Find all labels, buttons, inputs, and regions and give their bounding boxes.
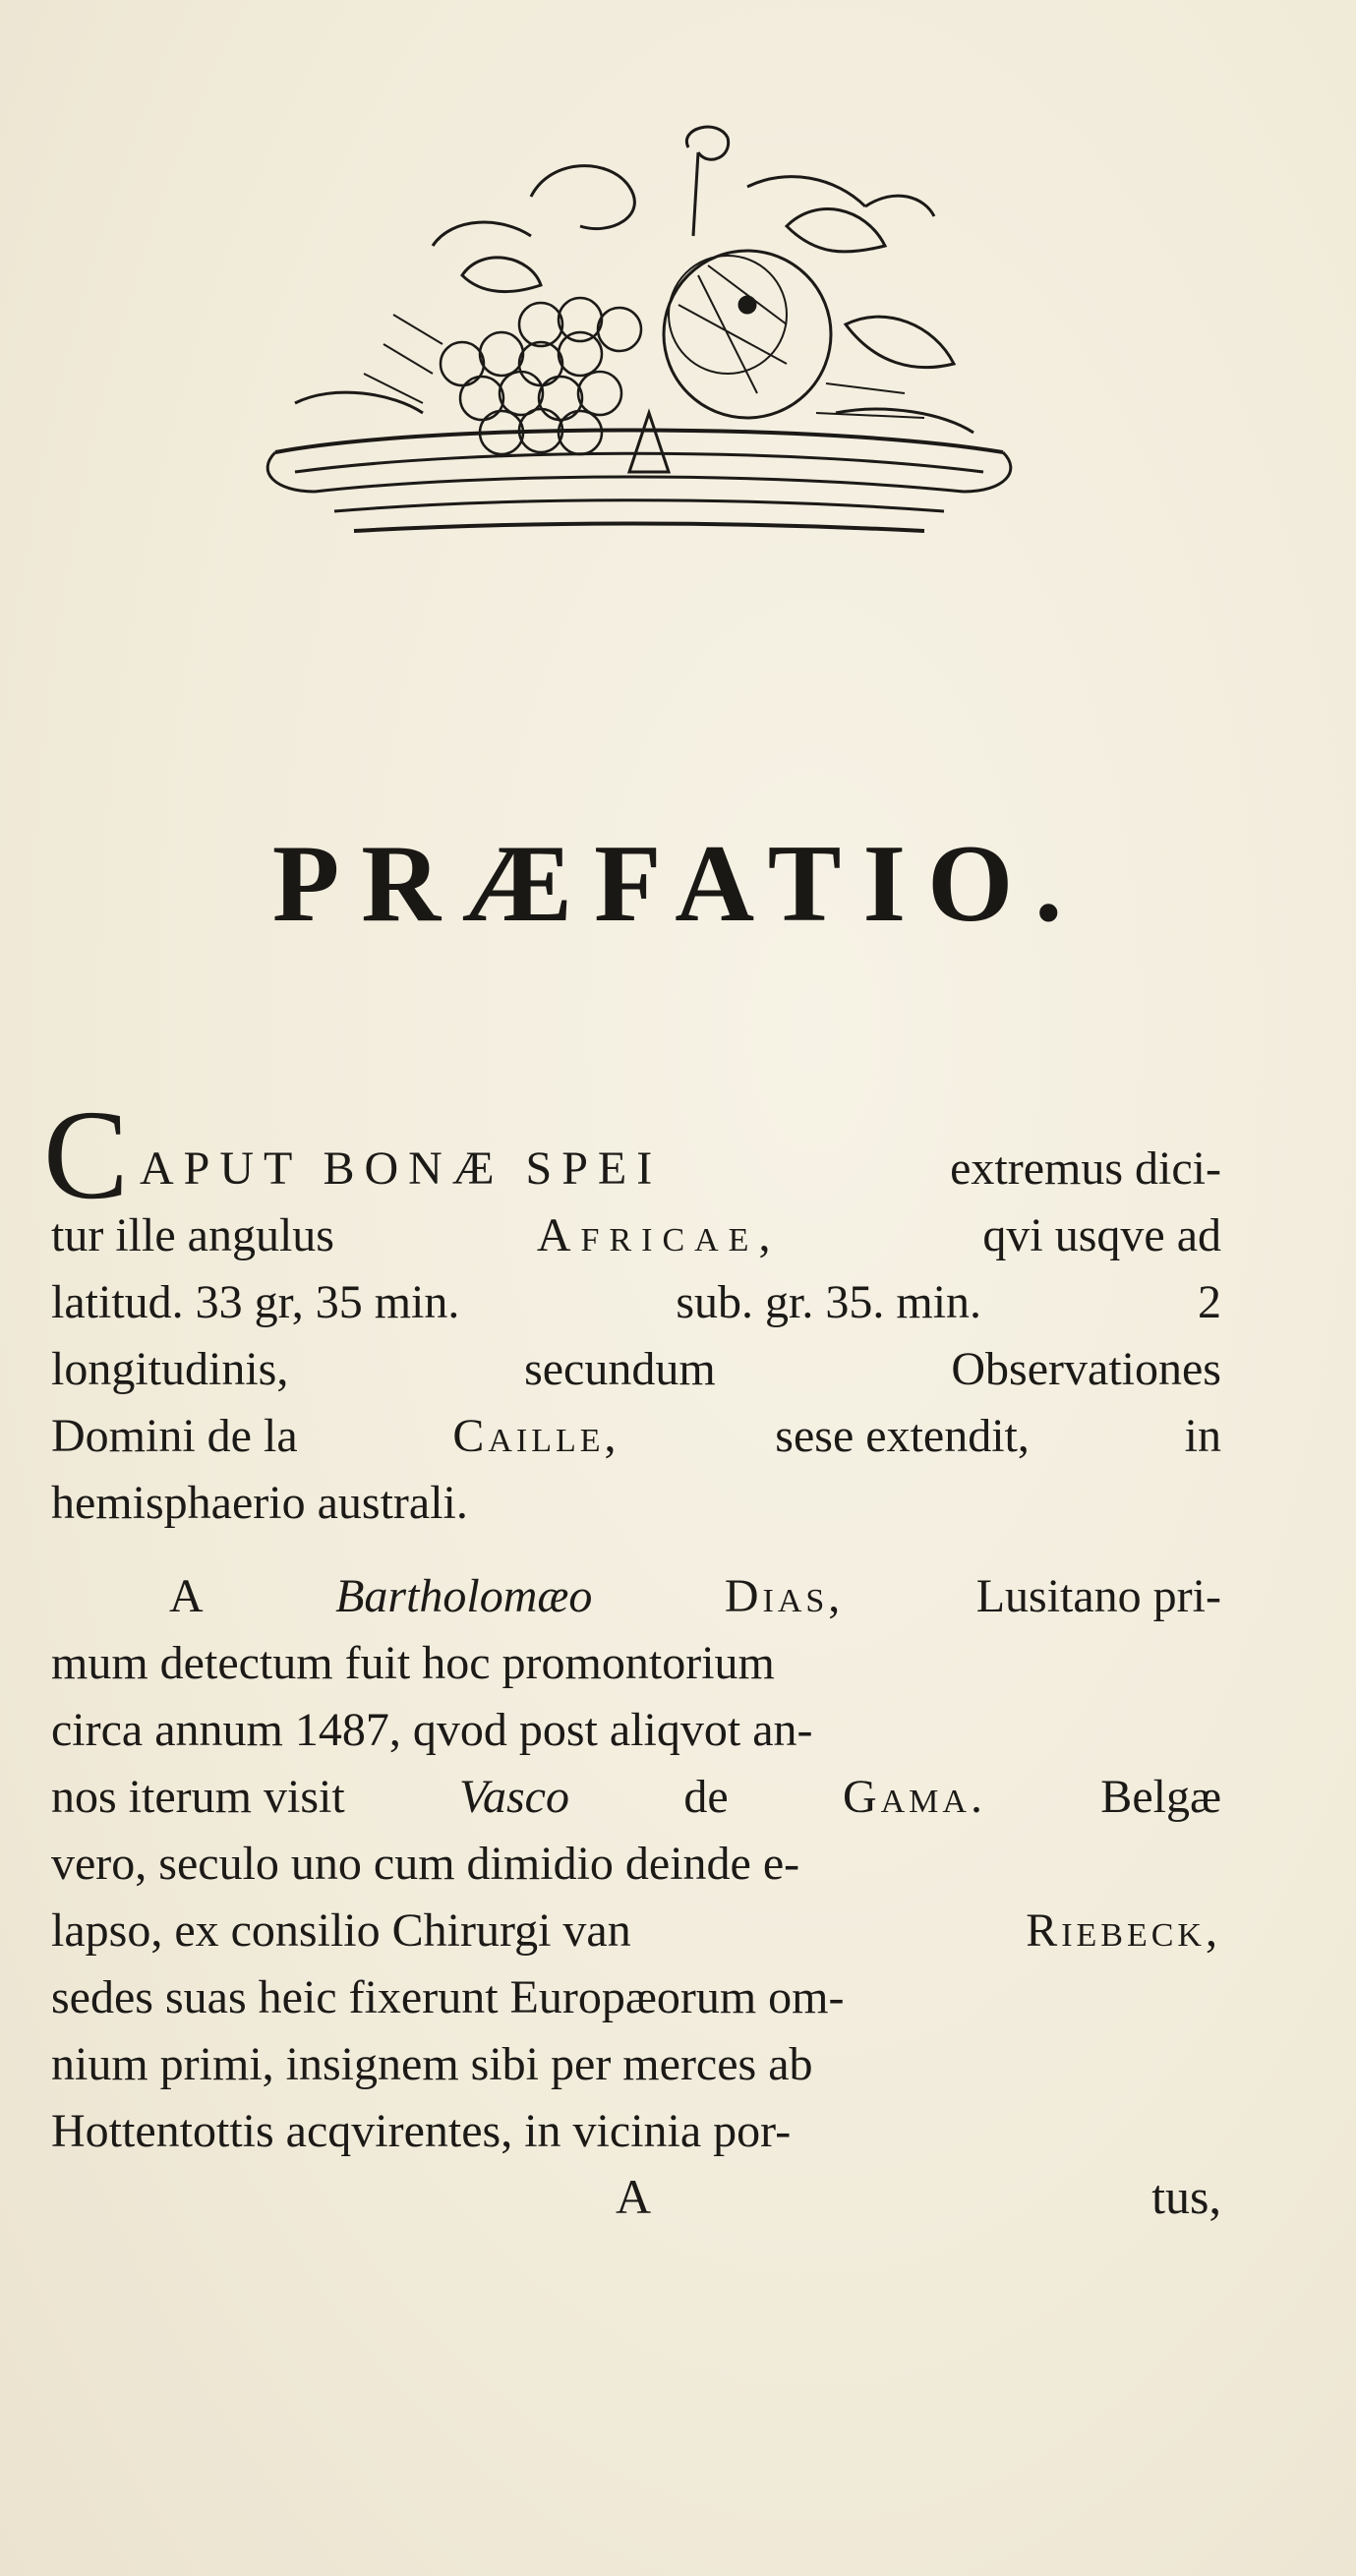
text-span: sese extendit, xyxy=(775,1410,1030,1462)
text-line xyxy=(51,1563,1221,1630)
text-line xyxy=(51,1898,1221,1964)
text-span: lapso, ex consilio Chirurgi van xyxy=(51,1904,631,1957)
paragraph-2 xyxy=(51,1563,1221,2165)
text-span: Bartholomæo xyxy=(335,1570,593,1622)
text-span: nium primi, insignem sibi per merces ab xyxy=(51,2038,813,2090)
text-line xyxy=(51,2031,1221,2098)
text-line xyxy=(51,1202,1221,1269)
text-span: Gama. xyxy=(842,1771,986,1823)
text-span: tur ille angulus xyxy=(51,1209,334,1261)
text-span: sedes suas heic fixerunt Europæorum om- xyxy=(51,1971,845,2023)
text-span: vero, seculo uno cum dimidio deinde e- xyxy=(51,1838,800,1890)
text-line xyxy=(51,1764,1221,1831)
text-span: Dias, xyxy=(724,1570,845,1622)
text-span: A xyxy=(169,1570,204,1622)
text-line xyxy=(51,1336,1221,1403)
text-span: 2 xyxy=(1197,1276,1221,1328)
page-footer xyxy=(0,2168,1221,2235)
text-line xyxy=(51,2098,1221,2165)
text-span: latitud. 33 gr, 35 min. xyxy=(51,1276,460,1328)
text-span: de xyxy=(683,1771,729,1823)
text-line xyxy=(51,1630,1221,1697)
text-line xyxy=(51,1964,1221,2031)
text-span: Vasco xyxy=(459,1771,569,1823)
text-span: Caille, xyxy=(452,1410,620,1462)
text-span: circa annum 1487, qvod post aliqvot an- xyxy=(51,1704,813,1756)
text-span: longitudinis, xyxy=(51,1343,289,1395)
text-line xyxy=(51,1269,1221,1336)
text-span: Observationes xyxy=(951,1343,1221,1395)
text-line xyxy=(51,1403,1221,1470)
text-span: mum detectum fuit hoc promontorium xyxy=(51,1637,775,1689)
text-span: hemisphaerio australi. xyxy=(51,1477,468,1529)
text-span: Domini de la xyxy=(51,1410,298,1462)
text-span: extremus dici- xyxy=(950,1142,1221,1195)
text-span: Africae, xyxy=(536,1209,781,1261)
text-span: Belgæ xyxy=(1100,1771,1221,1823)
text-line xyxy=(51,1697,1221,1764)
catchword: tus, xyxy=(1151,2169,1221,2224)
signature-mark: A xyxy=(616,2169,652,2224)
text-span: nos iterum visit xyxy=(51,1771,345,1823)
text-line xyxy=(51,1831,1221,1898)
text-line xyxy=(51,1470,1221,1537)
paragraph-1 xyxy=(51,1136,1221,1537)
text-span: in xyxy=(1184,1410,1221,1462)
page-title: PRÆFATIO. xyxy=(271,823,1085,945)
text-span: Riebeck, xyxy=(1026,1904,1221,1957)
drop-cap: C xyxy=(43,1084,129,1226)
text-span: sub. gr. 35. min. xyxy=(676,1276,982,1328)
text-span: secundum xyxy=(524,1343,716,1395)
text-span: Lusitano pri- xyxy=(975,1570,1221,1622)
text-line xyxy=(51,1136,1221,1202)
text-span: APUT BONÆ SPEI xyxy=(140,1142,663,1195)
text-span: qvi usqve ad xyxy=(982,1209,1221,1261)
woodcut-fruit-basket-icon xyxy=(236,118,1023,590)
text-span: Hottentottis acqvirentes, in vicinia por- xyxy=(51,2105,792,2157)
